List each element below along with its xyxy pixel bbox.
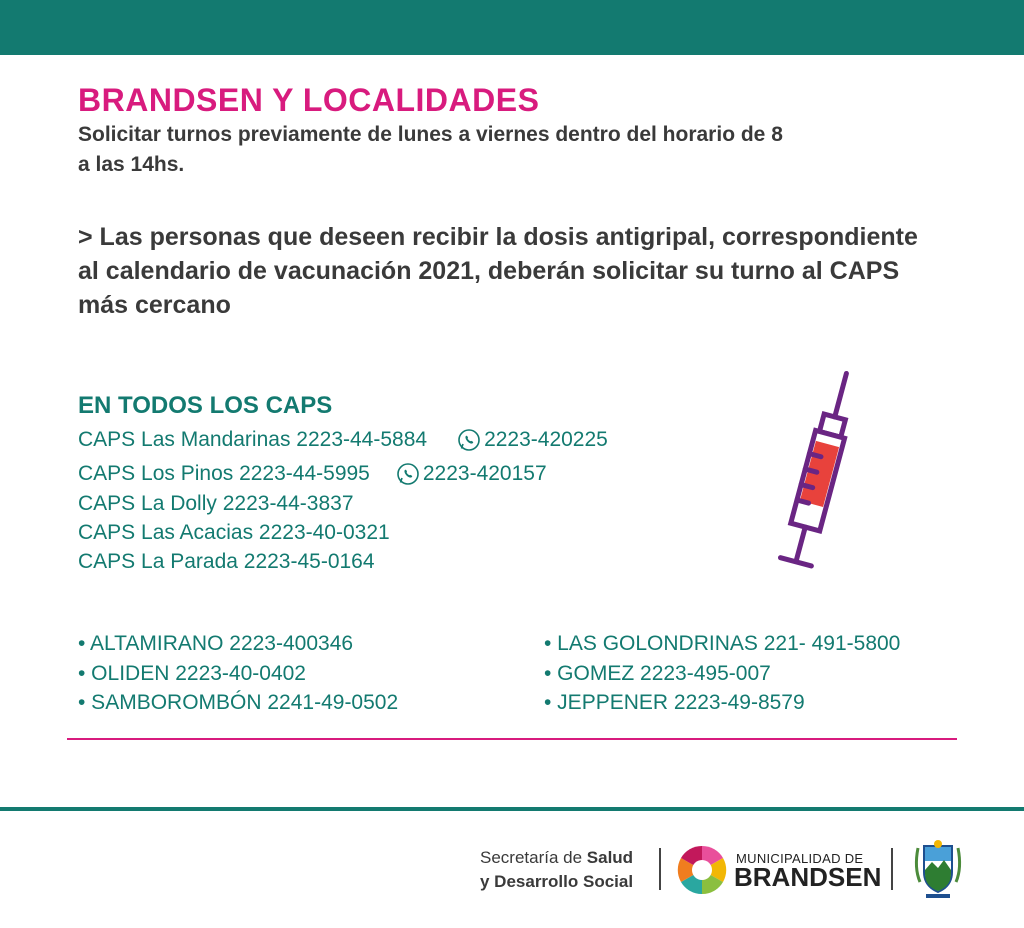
municipalidad-label: MUNICIPALIDAD DE bbox=[736, 851, 864, 866]
caps-heading: EN TODOS LOS CAPS bbox=[78, 392, 333, 419]
whatsapp-number: 2223-420157 bbox=[422, 462, 547, 485]
locality-item: • LAS GOLONDRINAS 221- 491-5800 bbox=[544, 632, 901, 655]
whatsapp-number: 2223-420225 bbox=[484, 428, 608, 451]
notice-text: > Las personas que deseen recibir la dosis antigripal, correspondiente al calendario de vacunación 2021, deberán solicitar su turno al CAPS más cercano bbox=[78, 223, 918, 319]
secretaria-text bbox=[480, 846, 633, 894]
locality-item: • JEPPENER 2223-49-8579 bbox=[544, 691, 805, 714]
locality-item: • GOMEZ 2223-495-007 bbox=[544, 662, 771, 685]
locality-item: • ALTAMIRANO 2223-400346 bbox=[78, 632, 354, 655]
caps-line bbox=[78, 521, 390, 545]
whatsapp-icon bbox=[457, 428, 481, 452]
caps-phone: CAPS La Parada 2223-45-0164 bbox=[78, 550, 375, 573]
locality-item: • OLIDEN 2223-40-0402 bbox=[78, 662, 306, 685]
whatsapp-contact bbox=[396, 462, 547, 486]
secretaria-line2: y Desarrollo Social bbox=[480, 872, 634, 891]
caps-line bbox=[78, 428, 608, 452]
caps-line bbox=[78, 492, 354, 516]
syringe-icon bbox=[770, 365, 870, 580]
secretaria-prefix: Secretaría de bbox=[480, 848, 587, 867]
page-title: BRANDSEN Y LOCALIDADES bbox=[78, 82, 540, 118]
secretaria-bold: Salud bbox=[586, 848, 634, 867]
divider bbox=[67, 738, 957, 740]
caps-phone: CAPS Los Pinos 2223-44-5995 bbox=[78, 462, 370, 485]
top-bar bbox=[0, 0, 1024, 55]
locality-item: • SAMBOROMBÓN 2241-49-0502 bbox=[78, 691, 399, 714]
whatsapp-icon bbox=[396, 462, 420, 486]
caps-phone: CAPS La Dolly 2223-44-3837 bbox=[78, 492, 354, 515]
footer-divider bbox=[0, 807, 1024, 811]
caps-line bbox=[78, 550, 375, 574]
footer-separator bbox=[891, 848, 893, 890]
whatsapp-contact bbox=[457, 428, 608, 452]
brandsen-label: BRANDSEN bbox=[734, 862, 882, 892]
coat-of-arms-icon bbox=[910, 838, 966, 900]
footer-separator bbox=[659, 848, 661, 890]
schedule-text: Solicitar turnos previamente de lunes a viernes dentro del horario de 8 a las 14hs. bbox=[78, 123, 783, 176]
caps-line bbox=[78, 462, 547, 486]
caps-phone: CAPS Las Acacias 2223-40-0321 bbox=[78, 521, 390, 544]
caps-phone: CAPS Las Mandarinas 2223-44-5884 bbox=[78, 428, 428, 451]
municipal-logo-icon bbox=[676, 844, 728, 896]
